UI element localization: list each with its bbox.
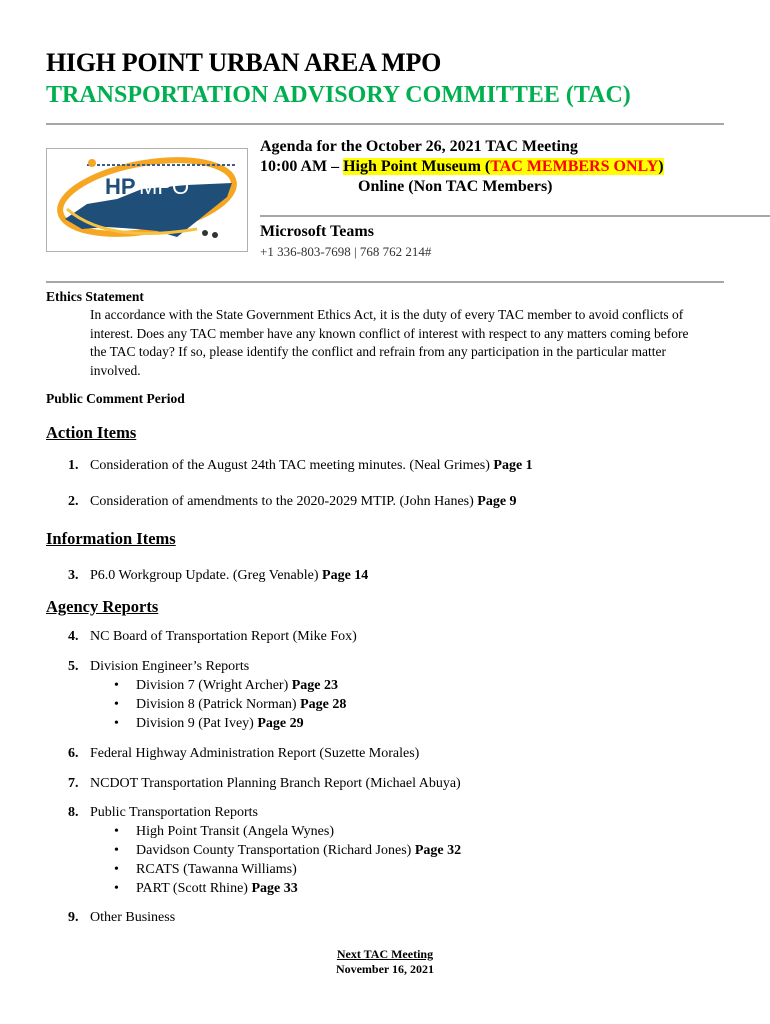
phone-number: +1 336-803-7698 | 768 762 214# <box>260 244 432 259</box>
time-location-line <box>260 157 664 177</box>
info-divider <box>46 281 724 283</box>
agenda-item-2: 2. Consideration of amendments to the 2020-2029 MTIP. (John Hanes) Page 9 <box>68 494 517 509</box>
agenda-item-6: 6. Federal Highway Administration Report (Suzette Morales) <box>68 746 420 761</box>
agenda-item-8: 8. Public Transportation Reports <box>68 805 259 820</box>
division-bullet: • Division 7 (Wright Archer) Page 23 <box>114 678 339 693</box>
online-line: Online (Non TAC Members) <box>358 178 553 195</box>
org-title: HIGH POINT URBAN AREA MPO <box>46 48 442 77</box>
section-information-items: Information Items <box>46 529 176 548</box>
transit-bullet: • RCATS (Tawanna Williams) <box>114 862 297 877</box>
division-bullet: • Division 9 (Pat Ivey) Page 29 <box>114 716 304 731</box>
agenda-item-9: 9. Other Business <box>68 910 176 925</box>
next-meeting <box>330 947 440 977</box>
logo-text-hp: HP <box>105 174 136 199</box>
agenda-item-5: 5. Division Engineer’s Reports <box>68 659 250 674</box>
next-meeting-label: Next TAC Meeting <box>336 947 434 961</box>
agenda-item-7: 7. NCDOT Transportation Planning Branch Report (Michael Abuya) <box>68 776 461 791</box>
members-only-note: TAC MEMBERS ONLY <box>490 158 659 175</box>
agenda-line: Agenda for the October 26, 2021 TAC Meeting <box>260 138 578 155</box>
meeting-location: High Point Museum (TAC MEMBERS ONLY) <box>343 158 664 175</box>
header-divider <box>46 123 724 125</box>
ethics-body: In accordance with the State Government Ethics Act, it is the duty of every TAC member to avoid conflicts of interest. Does any TAC member have any known conflict of interest with respect to any matters coming before the TAC today? If so, please identify the conflict and refrain from any participation in the particular matter involved. <box>90 307 689 378</box>
committee-title: TRANSPORTATION ADVISORY COMMITTEE (TAC) <box>46 82 631 108</box>
transit-bullet: • Davidson County Transportation (Richard Jones) Page 32 <box>114 843 462 858</box>
meeting-info <box>260 137 664 197</box>
page-ref: Page 9 <box>477 494 517 509</box>
page-ref: Page 1 <box>493 458 533 473</box>
transit-bullet: • PART (Scott Rhine) Page 33 <box>114 881 298 896</box>
meeting-time: 10:00 AM – <box>260 158 344 175</box>
hpmpo-logo <box>46 148 248 252</box>
transit-bullet: • High Point Transit (Angela Wynes) <box>114 824 335 839</box>
agenda-item-3: 3. P6.0 Workgroup Update. (Greg Venable) Page 14 <box>68 568 369 583</box>
section-agency-reports: Agency Reports <box>46 597 159 616</box>
ethics-heading: Ethics Statement <box>46 289 144 304</box>
logo-text-mpo: MPO <box>139 174 190 199</box>
page-ref: Page 14 <box>322 568 369 583</box>
agenda-item-4: 4. NC Board of Transportation Report (Mike Fox) <box>68 629 357 644</box>
section-action-items: Action Items <box>46 423 137 442</box>
logo-graphic <box>47 149 247 251</box>
teams-label: Microsoft Teams <box>260 223 374 240</box>
next-meeting-date: November 16, 2021 <box>335 962 435 976</box>
meeting-divider <box>260 215 770 217</box>
agenda-item-1: 1. Consideration of the August 24th TAC meeting minutes. (Neal Grimes) Page 1 <box>68 458 533 473</box>
division-bullet: • Division 8 (Patrick Norman) Page 28 <box>114 697 347 712</box>
public-comment-period: Public Comment Period <box>46 391 185 406</box>
